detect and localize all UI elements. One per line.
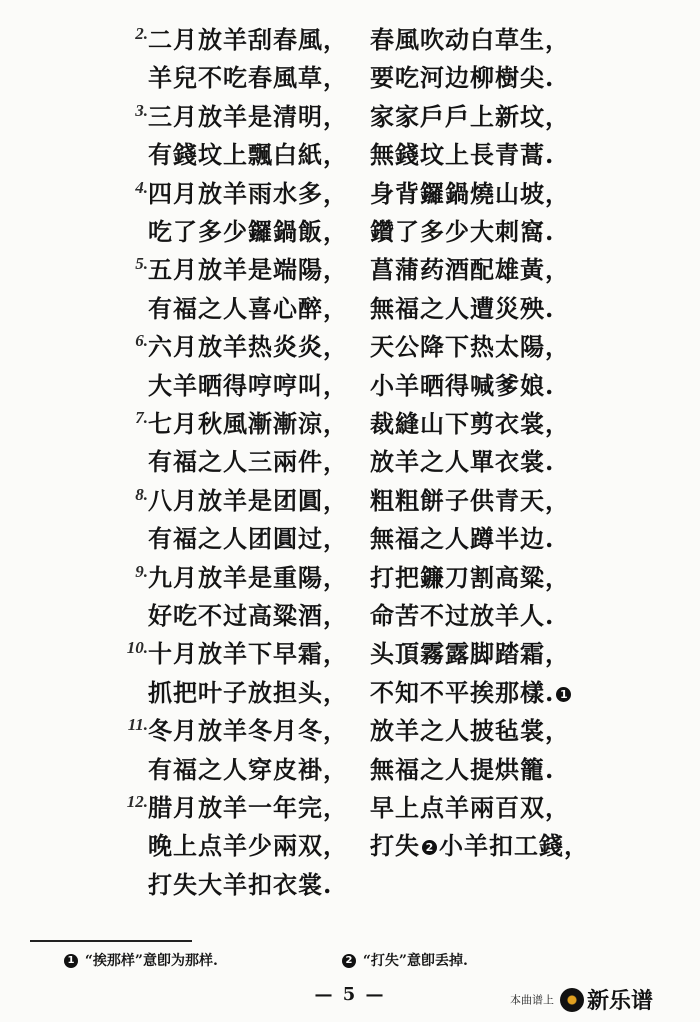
verse-line — [0, 18, 700, 58]
verse-left-half: 打失大羊扣衣裳. — [148, 869, 333, 899]
verse-line — [0, 172, 700, 212]
verse-right-text: 天公降下热太陽， — [370, 332, 570, 362]
verse-left-half: 腊月放羊一年完， — [148, 793, 348, 822]
verse-right-half — [370, 97, 570, 132]
verse-right-text: 早上点羊兩百双， — [370, 793, 570, 822]
verse-right-half — [370, 673, 573, 708]
verse-left-half: 五月放羊是端陽， — [148, 255, 348, 285]
verse-right-text: 無福之人遭災殃. — [370, 293, 555, 323]
verse-left-half: 三月放羊是清明， — [148, 101, 348, 131]
verse-line — [0, 56, 700, 96]
verse-number: 7. — [135, 408, 148, 427]
verse-left-half: 有福之人团圓过， — [148, 524, 348, 554]
verse-line — [0, 440, 700, 480]
verse-number: 12. — [126, 792, 148, 811]
verse-left-half: 好吃不过高粱酒， — [148, 601, 348, 630]
verse-left-half: 吃了多少鑼鍋飯， — [148, 217, 348, 246]
verse-right-text: 無福之人蹲半边. — [370, 524, 555, 554]
verse-right-text: 春風吹动白草生， — [370, 25, 570, 54]
verse-line — [0, 748, 700, 788]
verse-right-text: 头頂霧露脚踏霜， — [370, 639, 570, 669]
verse-line — [0, 402, 700, 442]
footnote-ref-2: 2 — [422, 840, 437, 855]
verse-number: 4. — [135, 177, 148, 197]
verse-right-half — [370, 750, 554, 785]
verse-line — [0, 786, 700, 826]
verse-right-text: 打失 — [370, 831, 420, 861]
verse-left-half: 晚上点羊少兩双， — [148, 831, 348, 861]
footnote-2 — [340, 950, 468, 970]
verse-line — [0, 594, 700, 634]
verse-right-text: 家家戶戶上新坟， — [370, 101, 570, 131]
verse-left-half: 七月秋風漸漸涼， — [148, 409, 348, 438]
verse-left-half: 六月放羊热炎炎， — [148, 332, 348, 362]
verse-line — [0, 556, 700, 596]
verse-left-half: 十月放羊下早霜， — [148, 639, 348, 669]
verse-number: 5. — [135, 254, 148, 274]
verse-left-half: 有福之人喜心醉， — [148, 293, 348, 323]
verse-line — [0, 210, 700, 250]
verse-left-half: 抓把叶子放担头， — [148, 677, 348, 707]
verse-right-half — [370, 327, 570, 362]
verse-right-half — [370, 826, 589, 861]
footnote-1-text: “挨那样”意卽为那样. — [84, 953, 218, 969]
verse-number: 11. — [127, 715, 148, 735]
verse-line — [0, 632, 700, 672]
verse-right-text: 要吃河边柳樹尖. — [370, 63, 555, 93]
verse-line — [0, 133, 700, 173]
verse-right-half — [370, 135, 554, 170]
verse-line — [0, 248, 700, 288]
verse-left-half: 四月放羊雨水多， — [148, 178, 348, 208]
verse-line — [0, 287, 700, 327]
verse-right-half — [370, 366, 554, 401]
verse-right-text: 身背鑼鍋燒山坡， — [370, 178, 570, 208]
verse-left-half: 大羊晒得哼哼叫， — [148, 370, 348, 400]
verse-right-text: 放羊之人披毡裳， — [370, 716, 570, 746]
verse-right-text-continued: 小羊扣工錢， — [439, 831, 589, 861]
verse-line — [0, 479, 700, 519]
footnote-ref-1: 1 — [556, 687, 571, 702]
verse-line — [0, 364, 700, 404]
verse-right-text: 打把鐮刀割高粱， — [370, 562, 570, 592]
page-number: — 5 — — [314, 984, 386, 1005]
verse-right-text: 無錢坟上長青蒿. — [370, 140, 555, 170]
verse-right-text: 命苦不过放羊人. — [370, 601, 555, 630]
verse-line — [0, 671, 700, 711]
verse-right-half — [370, 711, 570, 746]
verse-left-half: 九月放羊是重陽， — [148, 562, 348, 592]
verse-right-half — [370, 20, 570, 55]
verse-right-half — [370, 634, 570, 669]
watermark — [510, 984, 653, 1018]
verse-right-half — [370, 788, 570, 823]
verse-number: 10. — [126, 638, 148, 658]
footnote-rule — [30, 940, 192, 942]
verse-right-text: 無福之人提烘籠. — [370, 754, 555, 784]
verse-right-text: 粗粗餅子供青天， — [370, 485, 570, 515]
verse-left-half: 有福之人三兩件， — [148, 447, 348, 477]
verse-left-half: 二月放羊刮春風， — [148, 25, 348, 54]
verse-right-text: 裁縫山下剪衣裳， — [370, 409, 570, 438]
verse-right-text: 放羊之人單衣裳. — [370, 447, 555, 477]
verse-right-half — [370, 596, 554, 631]
verse-left-half: 羊兒不吃春風草， — [148, 63, 348, 93]
record-disc-icon — [560, 988, 584, 1012]
verse-right-text: 鑽了多少大刺窩. — [370, 217, 555, 246]
verse-right-text: 不知不平挨那樣. — [370, 677, 555, 707]
verse-line — [0, 95, 700, 135]
verse-left-half: 有錢坟上飄白紙， — [148, 140, 348, 170]
verse-right-half — [370, 558, 570, 593]
verse-right-half — [370, 58, 554, 93]
verse-right-half — [370, 404, 570, 439]
verse-number: 9. — [135, 561, 148, 581]
verse-number: 6. — [135, 331, 148, 351]
verse-right-half — [370, 212, 554, 247]
footnote-2-text: “打失”意卽丢掉. — [362, 953, 468, 969]
verse-line — [0, 325, 700, 365]
verse-number: 8. — [135, 484, 148, 504]
verse-right-half — [370, 442, 554, 477]
watermark-small-text: 本曲谱上 — [510, 993, 554, 1007]
verse-right-text: 菖蒲药酒配雄黃， — [370, 255, 570, 285]
verse-left-half: 有福之人穿皮褂， — [148, 754, 348, 784]
footnote-1 — [62, 950, 218, 970]
footnote-marker-2: 2 — [342, 954, 356, 968]
verse-number: 2. — [135, 24, 148, 43]
verse-right-half — [370, 289, 554, 324]
verse-line — [0, 709, 700, 749]
footnote-marker-1: 1 — [64, 954, 78, 968]
verse-number: 3. — [135, 100, 148, 120]
verse-line — [0, 824, 700, 864]
verse-right-half — [370, 250, 570, 285]
verse-right-half — [370, 519, 554, 554]
verse-right-half — [370, 481, 570, 516]
verse-left-half: 冬月放羊冬月冬， — [148, 716, 348, 746]
verse-right-text: 小羊晒得喊爹娘. — [370, 370, 555, 400]
verse-line — [0, 517, 700, 557]
watermark-brand: 新乐谱 — [587, 989, 654, 1014]
verse-line — [0, 863, 700, 903]
verse-left-half: 八月放羊是团圓， — [148, 485, 348, 515]
verse-right-half — [370, 174, 570, 209]
